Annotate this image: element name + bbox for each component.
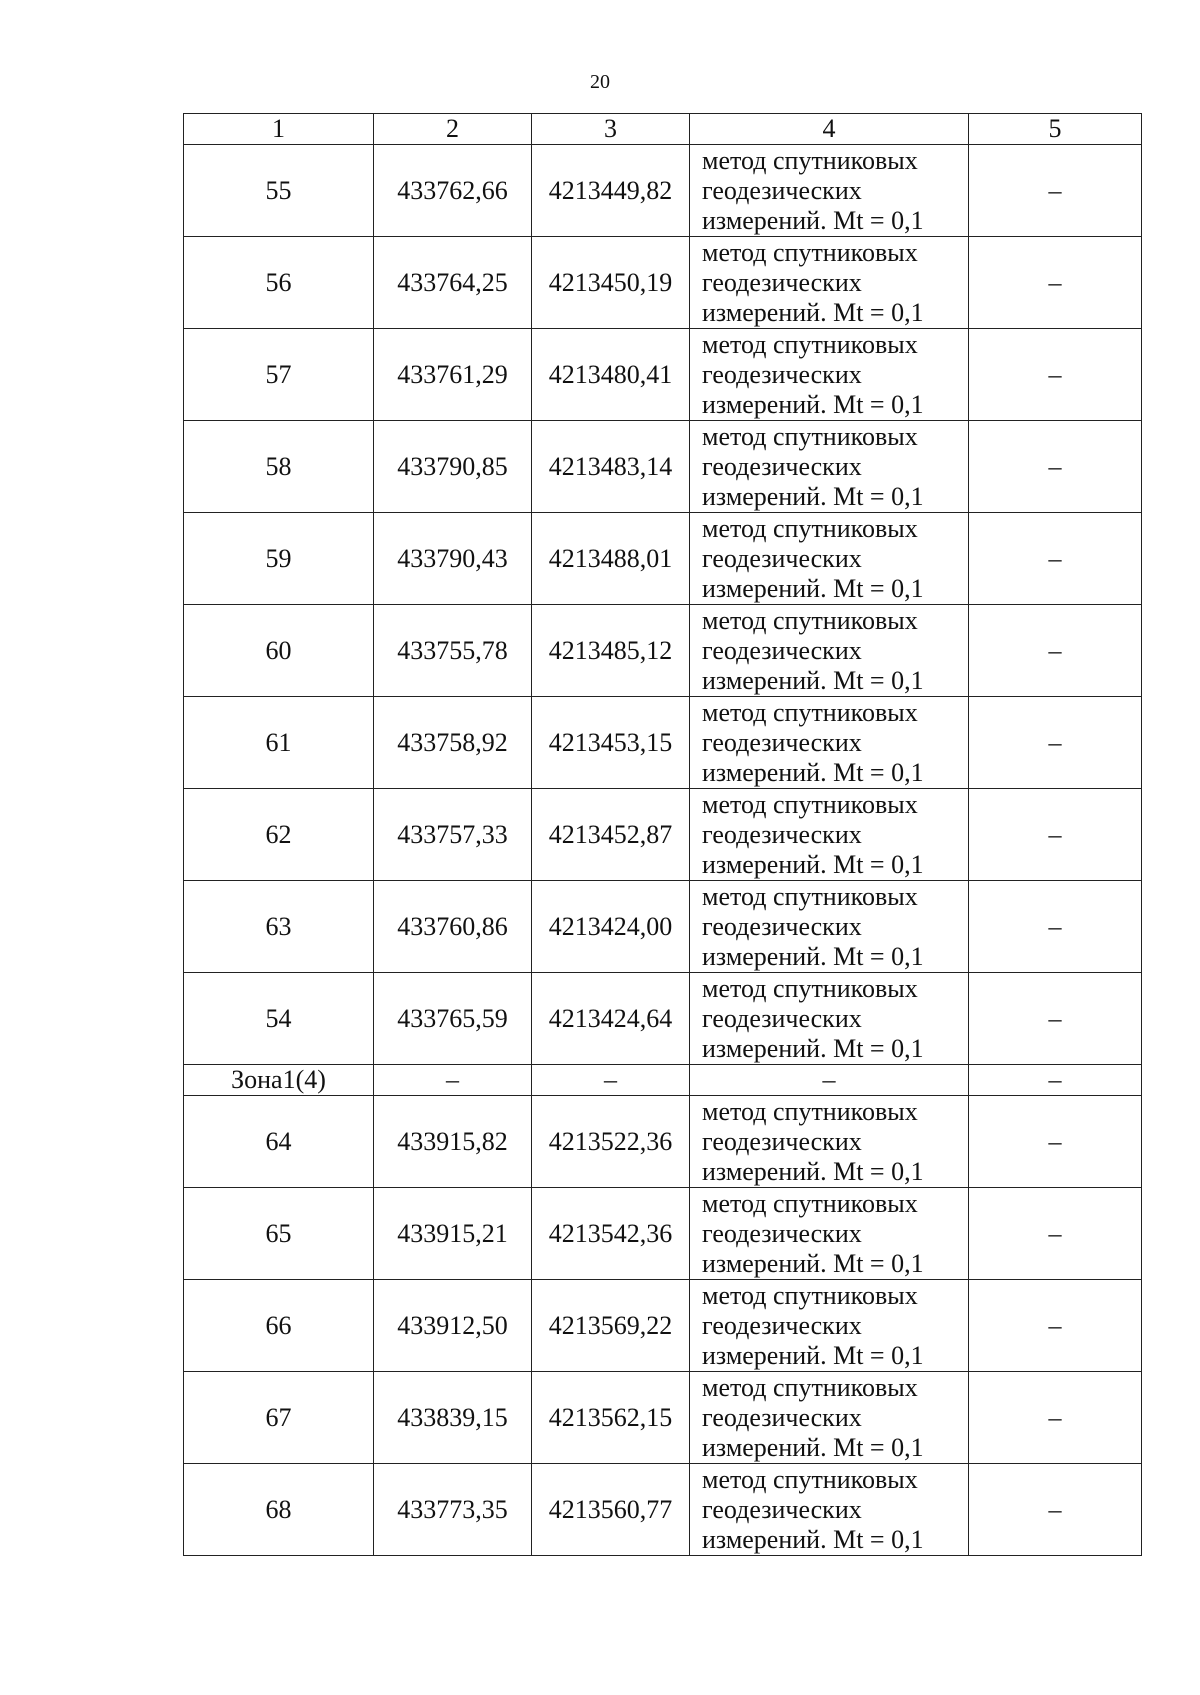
x-coordinate-cell: 433773,35 — [374, 1464, 532, 1556]
coordinates-table — [183, 113, 1142, 1556]
y-coordinate-cell: 4213522,36 — [532, 1096, 690, 1188]
method-line: геодезических — [702, 727, 862, 757]
method-cell — [690, 1096, 969, 1188]
method-line: геодезических — [702, 635, 862, 665]
description-cell: – — [969, 789, 1142, 881]
description-cell: – — [969, 881, 1142, 973]
table-row — [184, 329, 1142, 421]
method-line: метод спутниковых — [702, 329, 918, 359]
method-line: метод спутниковых — [702, 1372, 918, 1402]
method-line: измерений. Mt = 0,1 — [702, 573, 924, 603]
method-line: геодезических — [702, 1126, 862, 1156]
description-cell: – — [969, 421, 1142, 513]
method-line: метод спутниковых — [702, 789, 918, 819]
method-line: измерений. Mt = 0,1 — [702, 481, 924, 511]
x-coordinate-cell: 433762,66 — [374, 145, 532, 237]
x-coordinate-cell: 433764,25 — [374, 237, 532, 329]
method-line: геодезических — [702, 819, 862, 849]
table-row — [184, 145, 1142, 237]
point-number-cell: 61 — [184, 697, 374, 789]
method-line: метод спутниковых — [702, 1188, 918, 1218]
method-cell — [690, 973, 969, 1065]
method-line: измерений. Mt = 0,1 — [702, 389, 924, 419]
method-line: метод спутниковых — [702, 421, 918, 451]
y-coordinate-cell: 4213452,87 — [532, 789, 690, 881]
table-row — [184, 421, 1142, 513]
y-coordinate-cell: 4213488,01 — [532, 513, 690, 605]
method-line: геодезических — [702, 451, 862, 481]
description-cell: – — [969, 973, 1142, 1065]
method-line: геодезических — [702, 1402, 862, 1432]
method-line: метод спутниковых — [702, 513, 918, 543]
point-number-cell: 66 — [184, 1280, 374, 1372]
zone-row — [184, 1065, 1142, 1096]
point-number-cell: 63 — [184, 881, 374, 973]
method-line: геодезических — [702, 267, 862, 297]
column-header: 3 — [532, 114, 690, 145]
coordinates-table-container — [183, 113, 1141, 1556]
description-cell: – — [969, 145, 1142, 237]
x-coordinate-cell: 433760,86 — [374, 881, 532, 973]
y-coordinate-cell: 4213569,22 — [532, 1280, 690, 1372]
method-cell — [690, 329, 969, 421]
method-line: геодезических — [702, 175, 862, 205]
table-row — [184, 1464, 1142, 1556]
method-line: метод спутниковых — [702, 145, 918, 175]
method-line: измерений. Mt = 0,1 — [702, 1033, 924, 1063]
method-line: измерений. Mt = 0,1 — [702, 205, 924, 235]
y-coordinate-cell: 4213562,15 — [532, 1372, 690, 1464]
method-line: метод спутниковых — [702, 697, 918, 727]
method-line: метод спутниковых — [702, 605, 918, 635]
method-cell — [690, 1464, 969, 1556]
method-cell — [690, 513, 969, 605]
y-coordinate-cell: 4213449,82 — [532, 145, 690, 237]
method-line: измерений. Mt = 0,1 — [702, 297, 924, 327]
y-coordinate-cell: 4213424,64 — [532, 973, 690, 1065]
page-number: 20 — [590, 71, 610, 93]
table-row — [184, 881, 1142, 973]
method-line: геодезических — [702, 1310, 862, 1340]
method-cell — [690, 1280, 969, 1372]
method-cell — [690, 1188, 969, 1280]
table-row — [184, 1372, 1142, 1464]
method-line: геодезических — [702, 1003, 862, 1033]
table-row — [184, 1188, 1142, 1280]
zone-dash-cell: – — [690, 1065, 969, 1096]
y-coordinate-cell: 4213453,15 — [532, 697, 690, 789]
column-header: 4 — [690, 114, 969, 145]
y-coordinate-cell: 4213450,19 — [532, 237, 690, 329]
y-coordinate-cell: 4213542,36 — [532, 1188, 690, 1280]
x-coordinate-cell: 433755,78 — [374, 605, 532, 697]
method-line: измерений. Mt = 0,1 — [702, 941, 924, 971]
y-coordinate-cell: 4213480,41 — [532, 329, 690, 421]
x-coordinate-cell: 433790,43 — [374, 513, 532, 605]
zone-dash-cell: – — [374, 1065, 532, 1096]
method-line: геодезических — [702, 543, 862, 573]
description-cell: – — [969, 513, 1142, 605]
method-line: измерений. Mt = 0,1 — [702, 1432, 924, 1462]
x-coordinate-cell: 433758,92 — [374, 697, 532, 789]
column-header: 1 — [184, 114, 374, 145]
y-coordinate-cell: 4213483,14 — [532, 421, 690, 513]
method-line: геодезических — [702, 1494, 862, 1524]
zone-dash-cell: – — [532, 1065, 690, 1096]
method-line: геодезических — [702, 359, 862, 389]
description-cell: – — [969, 1464, 1142, 1556]
method-line: измерений. Mt = 0,1 — [702, 1248, 924, 1278]
x-coordinate-cell: 433839,15 — [374, 1372, 532, 1464]
method-line: метод спутниковых — [702, 881, 918, 911]
method-line: геодезических — [702, 1218, 862, 1248]
x-coordinate-cell: 433915,82 — [374, 1096, 532, 1188]
point-number-cell: 65 — [184, 1188, 374, 1280]
zone-label-cell: Зона1(4) — [184, 1065, 374, 1096]
table-row — [184, 789, 1142, 881]
method-line: метод спутниковых — [702, 1280, 918, 1310]
method-cell — [690, 421, 969, 513]
point-number-cell: 62 — [184, 789, 374, 881]
method-cell — [690, 789, 969, 881]
x-coordinate-cell: 433912,50 — [374, 1280, 532, 1372]
table-header-row — [184, 114, 1142, 145]
table-row — [184, 1280, 1142, 1372]
point-number-cell: 58 — [184, 421, 374, 513]
description-cell: – — [969, 237, 1142, 329]
y-coordinate-cell: 4213424,00 — [532, 881, 690, 973]
point-number-cell: 55 — [184, 145, 374, 237]
description-cell: – — [969, 1372, 1142, 1464]
description-cell: – — [969, 605, 1142, 697]
x-coordinate-cell: 433915,21 — [374, 1188, 532, 1280]
table-row — [184, 697, 1142, 789]
method-cell — [690, 881, 969, 973]
method-line: измерений. Mt = 0,1 — [702, 665, 924, 695]
method-line: метод спутниковых — [702, 1096, 918, 1126]
description-cell: – — [969, 1280, 1142, 1372]
method-line: геодезических — [702, 911, 862, 941]
point-number-cell: 54 — [184, 973, 374, 1065]
method-line: измерений. Mt = 0,1 — [702, 1524, 924, 1554]
method-cell — [690, 145, 969, 237]
table-row — [184, 237, 1142, 329]
description-cell: – — [969, 697, 1142, 789]
method-line: измерений. Mt = 0,1 — [702, 1340, 924, 1370]
x-coordinate-cell: 433757,33 — [374, 789, 532, 881]
x-coordinate-cell: 433765,59 — [374, 973, 532, 1065]
description-cell: – — [969, 1188, 1142, 1280]
method-line: метод спутниковых — [702, 973, 918, 1003]
point-number-cell: 56 — [184, 237, 374, 329]
point-number-cell: 57 — [184, 329, 374, 421]
x-coordinate-cell: 433790,85 — [374, 421, 532, 513]
description-cell: – — [969, 329, 1142, 421]
point-number-cell: 67 — [184, 1372, 374, 1464]
method-line: измерений. Mt = 0,1 — [702, 849, 924, 879]
y-coordinate-cell: 4213560,77 — [532, 1464, 690, 1556]
method-line: измерений. Mt = 0,1 — [702, 1156, 924, 1186]
point-number-cell: 60 — [184, 605, 374, 697]
method-cell — [690, 237, 969, 329]
method-line: измерений. Mt = 0,1 — [702, 757, 924, 787]
column-header: 5 — [969, 114, 1142, 145]
method-line: метод спутниковых — [702, 237, 918, 267]
zone-dash-cell: – — [969, 1065, 1142, 1096]
table-row — [184, 1096, 1142, 1188]
method-cell — [690, 697, 969, 789]
table-row — [184, 513, 1142, 605]
table-row — [184, 605, 1142, 697]
y-coordinate-cell: 4213485,12 — [532, 605, 690, 697]
description-cell: – — [969, 1096, 1142, 1188]
method-cell — [690, 605, 969, 697]
point-number-cell: 68 — [184, 1464, 374, 1556]
method-cell — [690, 1372, 969, 1464]
point-number-cell: 64 — [184, 1096, 374, 1188]
column-header: 2 — [374, 114, 532, 145]
table-row — [184, 973, 1142, 1065]
point-number-cell: 59 — [184, 513, 374, 605]
x-coordinate-cell: 433761,29 — [374, 329, 532, 421]
method-line: метод спутниковых — [702, 1464, 918, 1494]
